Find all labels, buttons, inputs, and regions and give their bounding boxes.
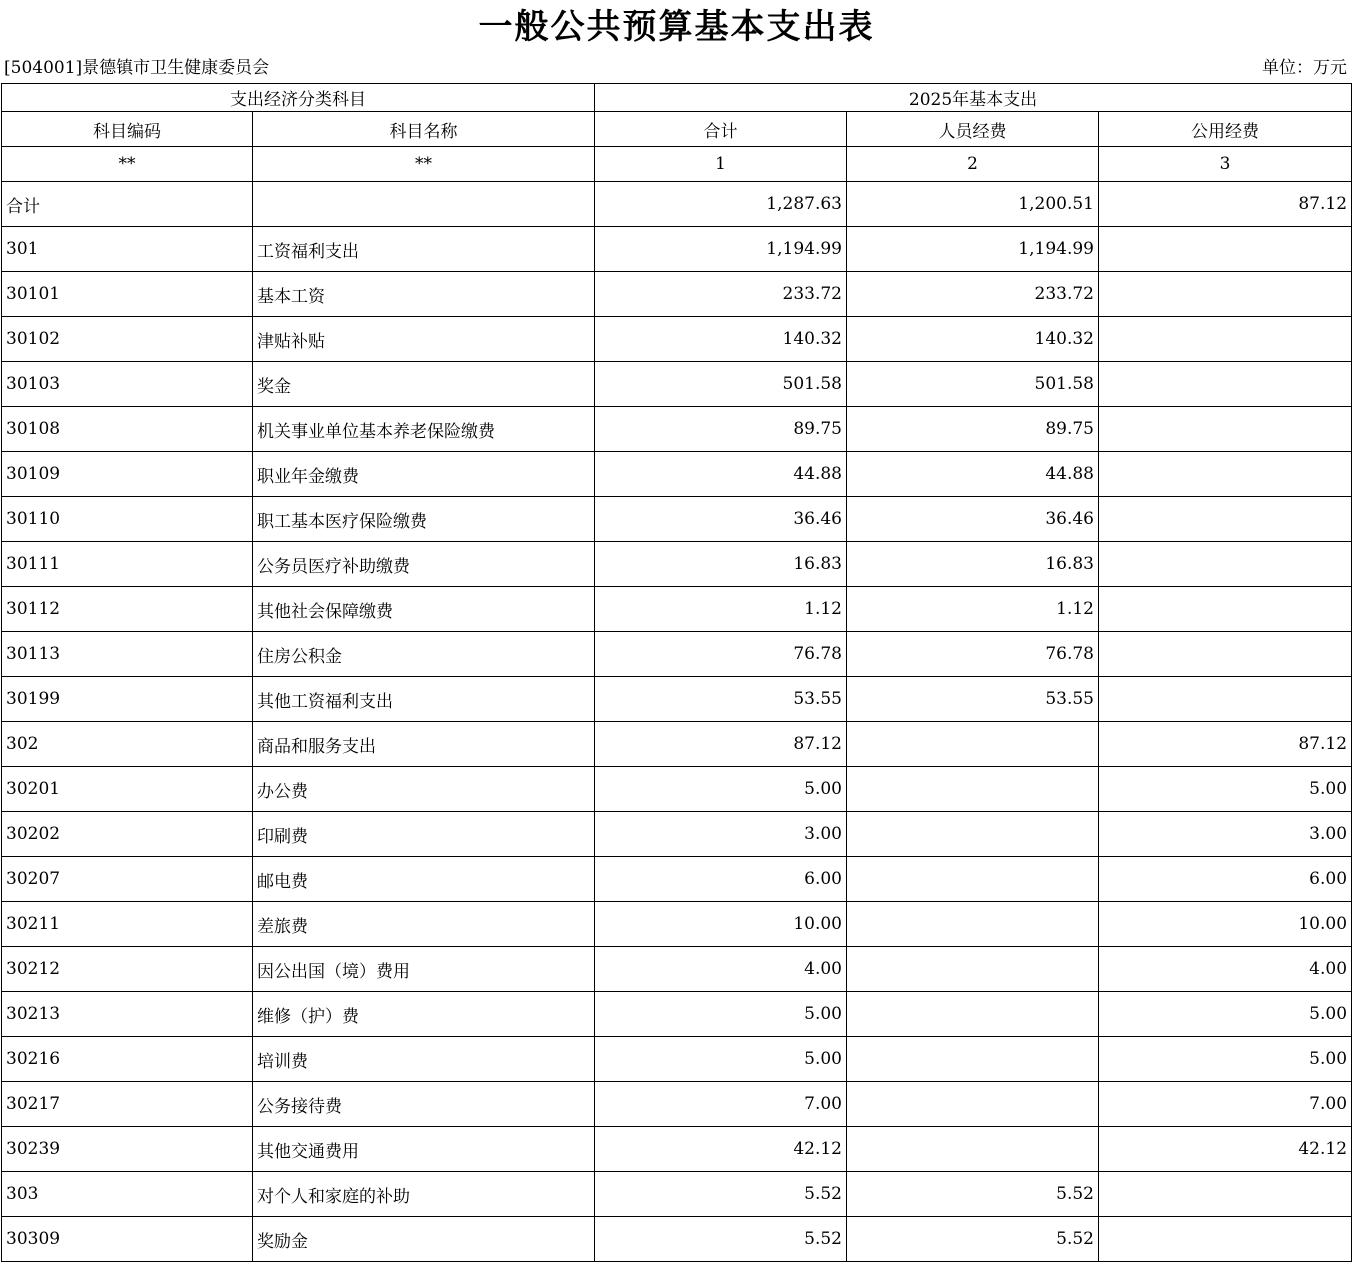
total-cell: 10.00	[595, 902, 847, 947]
subject-code-cell: 30202	[2, 812, 253, 857]
subject-name-cell: 邮电费	[253, 857, 595, 902]
public-expense-cell: 87.12	[1099, 182, 1352, 227]
subject-code-cell: 30109	[2, 452, 253, 497]
personnel-expense-cell: 76.78	[847, 632, 1099, 677]
table-row	[2, 947, 1352, 992]
total-cell: 3.00	[595, 812, 847, 857]
subject-code-cell: 30113	[2, 632, 253, 677]
currency-unit-label: 单位：万元	[1262, 58, 1347, 78]
total-cell: 1.12	[595, 587, 847, 632]
personnel-expense-cell	[847, 1082, 1099, 1127]
total-cell: 42.12	[595, 1127, 847, 1172]
table-row	[2, 1082, 1352, 1127]
header-subject-code: 科目编码	[2, 112, 253, 147]
index-total: 1	[595, 147, 847, 182]
total-cell: 1,194.99	[595, 227, 847, 272]
subject-name-cell: 机关事业单位基本养老保险缴费	[253, 407, 595, 452]
total-cell: 5.00	[595, 1037, 847, 1082]
subject-code-cell: 30199	[2, 677, 253, 722]
subject-code-cell: 30213	[2, 992, 253, 1037]
public-expense-cell: 4.00	[1099, 947, 1352, 992]
table-row	[2, 722, 1352, 767]
total-cell: 5.52	[595, 1172, 847, 1217]
table-row	[2, 362, 1352, 407]
personnel-expense-cell	[847, 812, 1099, 857]
subject-name-cell: 差旅费	[253, 902, 595, 947]
table-row	[2, 857, 1352, 902]
public-expense-cell	[1099, 227, 1352, 272]
subject-name-cell: 职业年金缴费	[253, 452, 595, 497]
public-expense-cell: 7.00	[1099, 1082, 1352, 1127]
personnel-expense-cell	[847, 947, 1099, 992]
subject-name-cell: 奖金	[253, 362, 595, 407]
table-row	[2, 992, 1352, 1037]
table-row	[2, 812, 1352, 857]
personnel-expense-cell	[847, 767, 1099, 812]
public-expense-cell: 5.00	[1099, 1037, 1352, 1082]
personnel-expense-cell: 36.46	[847, 497, 1099, 542]
table-row	[2, 452, 1352, 497]
table-row	[2, 1037, 1352, 1082]
total-cell: 501.58	[595, 362, 847, 407]
subject-code-cell: 30108	[2, 407, 253, 452]
table-body	[2, 182, 1352, 1262]
personnel-expense-cell: 53.55	[847, 677, 1099, 722]
public-expense-cell: 3.00	[1099, 812, 1352, 857]
public-expense-cell	[1099, 632, 1352, 677]
total-cell: 16.83	[595, 542, 847, 587]
personnel-expense-cell: 44.88	[847, 452, 1099, 497]
page-title: 一般公共预算基本支出表	[478, 7, 875, 47]
table-header	[2, 84, 1352, 182]
personnel-expense-cell	[847, 1127, 1099, 1172]
subject-name-cell: 公务接待费	[253, 1082, 595, 1127]
budget-table	[1, 83, 1352, 1262]
table-row	[2, 317, 1352, 362]
personnel-expense-cell: 1,200.51	[847, 182, 1099, 227]
index-personnel-expense: 2	[847, 147, 1099, 182]
subject-name-cell: 工资福利支出	[253, 227, 595, 272]
personnel-expense-cell	[847, 902, 1099, 947]
total-cell: 36.46	[595, 497, 847, 542]
header-group-classification: 支出经济分类科目	[2, 84, 595, 112]
subject-name-cell: 住房公积金	[253, 632, 595, 677]
personnel-expense-cell: 233.72	[847, 272, 1099, 317]
subject-code-cell: 30101	[2, 272, 253, 317]
table-row	[2, 542, 1352, 587]
table-row	[2, 677, 1352, 722]
subject-code-cell: 30207	[2, 857, 253, 902]
total-cell: 89.75	[595, 407, 847, 452]
header-subject-name: 科目名称	[253, 112, 595, 147]
subject-name-cell	[253, 182, 595, 227]
personnel-expense-cell	[847, 1037, 1099, 1082]
subject-name-cell: 维修（护）费	[253, 992, 595, 1037]
table-row	[2, 1127, 1352, 1172]
public-expense-cell: 42.12	[1099, 1127, 1352, 1172]
table-row	[2, 632, 1352, 677]
subject-code-cell: 30112	[2, 587, 253, 632]
public-expense-cell	[1099, 452, 1352, 497]
index-subject-name: **	[253, 147, 595, 182]
public-expense-cell	[1099, 677, 1352, 722]
public-expense-cell: 87.12	[1099, 722, 1352, 767]
subject-name-cell: 其他交通费用	[253, 1127, 595, 1172]
subject-name-cell: 培训费	[253, 1037, 595, 1082]
public-expense-cell	[1099, 497, 1352, 542]
subject-code-cell: 30216	[2, 1037, 253, 1082]
subject-code-cell: 30111	[2, 542, 253, 587]
personnel-expense-cell	[847, 857, 1099, 902]
subject-name-cell: 因公出国（境）费用	[253, 947, 595, 992]
public-expense-cell	[1099, 362, 1352, 407]
table-row	[2, 902, 1352, 947]
subject-code-cell: 30309	[2, 1217, 253, 1262]
unit-code-label: [504001]景德镇市卫生健康委员会	[4, 58, 270, 78]
personnel-expense-cell: 89.75	[847, 407, 1099, 452]
public-expense-cell	[1099, 407, 1352, 452]
subject-name-cell: 办公费	[253, 767, 595, 812]
header-group-basic-expenditure: 2025年基本支出	[595, 84, 1352, 112]
personnel-expense-cell	[847, 992, 1099, 1037]
table-row	[2, 587, 1352, 632]
subject-name-cell: 职工基本医疗保险缴费	[253, 497, 595, 542]
index-public-expense: 3	[1099, 147, 1352, 182]
public-expense-cell: 6.00	[1099, 857, 1352, 902]
public-expense-cell	[1099, 1217, 1352, 1262]
total-cell: 4.00	[595, 947, 847, 992]
header-personnel-expense: 人员经费	[847, 112, 1099, 147]
subject-name-cell: 津贴补贴	[253, 317, 595, 362]
subject-code-cell: 30201	[2, 767, 253, 812]
subject-name-cell: 公务员医疗补助缴费	[253, 542, 595, 587]
table-row	[2, 1217, 1352, 1262]
header-public-expense: 公用经费	[1099, 112, 1352, 147]
total-cell: 53.55	[595, 677, 847, 722]
subject-code-cell: 30211	[2, 902, 253, 947]
total-cell: 1,287.63	[595, 182, 847, 227]
total-cell: 5.00	[595, 992, 847, 1037]
table-row	[2, 1172, 1352, 1217]
subject-code-cell: 30110	[2, 497, 253, 542]
personnel-expense-cell: 140.32	[847, 317, 1099, 362]
subject-name-cell: 基本工资	[253, 272, 595, 317]
total-cell: 140.32	[595, 317, 847, 362]
subject-code-cell: 合计	[2, 182, 253, 227]
subject-name-cell: 印刷费	[253, 812, 595, 857]
public-expense-cell	[1099, 1172, 1352, 1217]
table-row	[2, 272, 1352, 317]
public-expense-cell: 5.00	[1099, 767, 1352, 812]
index-subject-code: **	[2, 147, 253, 182]
subject-code-cell: 30212	[2, 947, 253, 992]
total-cell: 76.78	[595, 632, 847, 677]
public-expense-cell	[1099, 542, 1352, 587]
subject-code-cell: 301	[2, 227, 253, 272]
public-expense-cell	[1099, 272, 1352, 317]
subject-name-cell: 对个人和家庭的补助	[253, 1172, 595, 1217]
table-row	[2, 182, 1352, 227]
personnel-expense-cell: 5.52	[847, 1172, 1099, 1217]
personnel-expense-cell: 16.83	[847, 542, 1099, 587]
total-cell: 6.00	[595, 857, 847, 902]
total-cell: 233.72	[595, 272, 847, 317]
subject-code-cell: 30102	[2, 317, 253, 362]
personnel-expense-cell: 501.58	[847, 362, 1099, 407]
table-row	[2, 227, 1352, 272]
total-cell: 44.88	[595, 452, 847, 497]
public-expense-cell	[1099, 317, 1352, 362]
public-expense-cell: 10.00	[1099, 902, 1352, 947]
personnel-expense-cell: 1.12	[847, 587, 1099, 632]
total-cell: 87.12	[595, 722, 847, 767]
subject-code-cell: 302	[2, 722, 253, 767]
personnel-expense-cell: 1,194.99	[847, 227, 1099, 272]
subject-code-cell: 30103	[2, 362, 253, 407]
table-row	[2, 497, 1352, 542]
public-expense-cell: 5.00	[1099, 992, 1352, 1037]
subject-name-cell: 其他工资福利支出	[253, 677, 595, 722]
header-total: 合计	[595, 112, 847, 147]
subject-name-cell: 其他社会保障缴费	[253, 587, 595, 632]
subject-name-cell: 商品和服务支出	[253, 722, 595, 767]
table-row	[2, 767, 1352, 812]
public-expense-cell	[1099, 587, 1352, 632]
subject-code-cell: 30217	[2, 1082, 253, 1127]
subject-code-cell: 303	[2, 1172, 253, 1217]
total-cell: 7.00	[595, 1082, 847, 1127]
total-cell: 5.00	[595, 767, 847, 812]
subject-code-cell: 30239	[2, 1127, 253, 1172]
table-row	[2, 407, 1352, 452]
personnel-expense-cell	[847, 722, 1099, 767]
total-cell: 5.52	[595, 1217, 847, 1262]
subject-name-cell: 奖励金	[253, 1217, 595, 1262]
personnel-expense-cell: 5.52	[847, 1217, 1099, 1262]
